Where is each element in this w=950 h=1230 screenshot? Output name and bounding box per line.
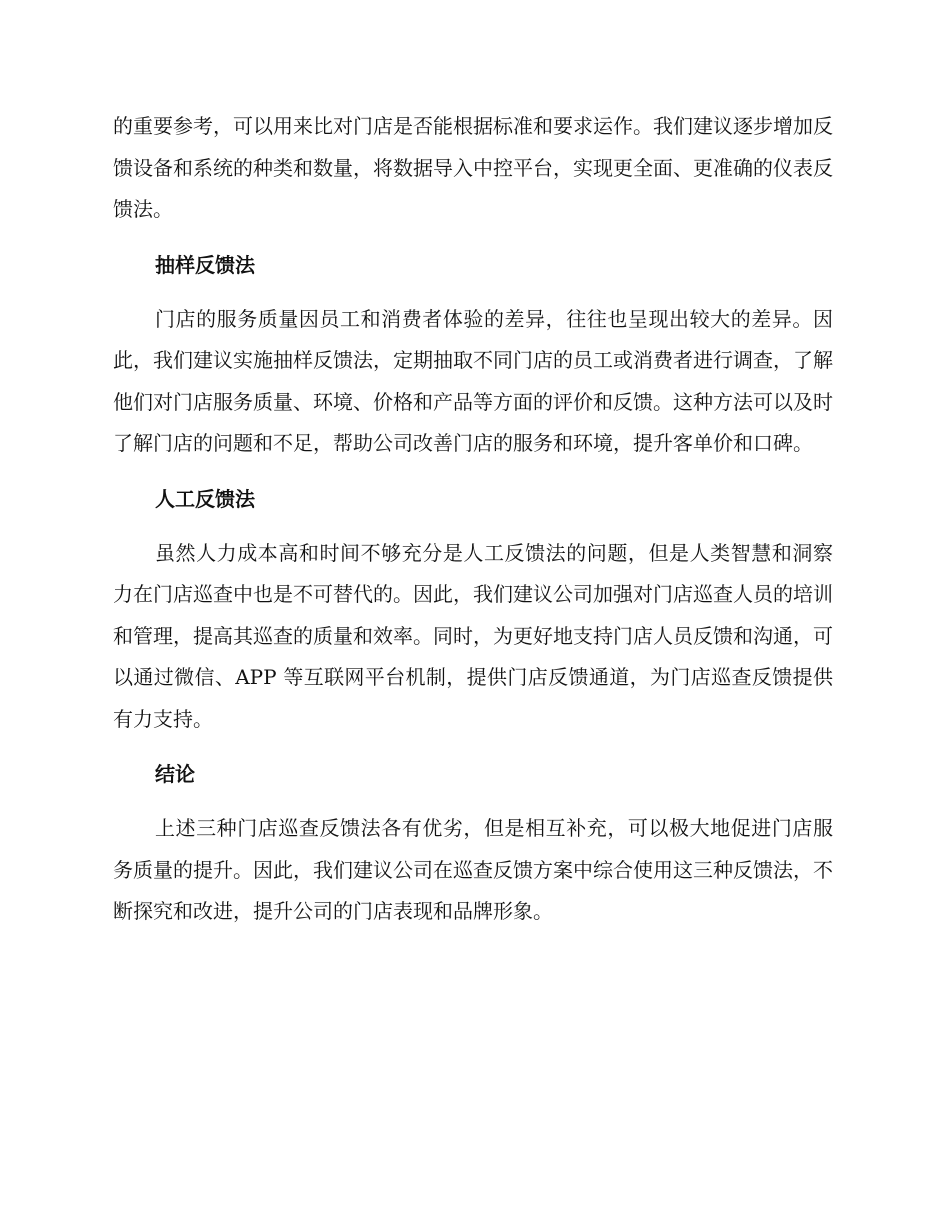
section-paragraph: 上述三种门店巡查反馈法各有优劣，但是相互补充，可以极大地促进门店服务质量的提升。因此，我们建议公司在巡查反馈方案中综合使用这三种反馈法，不断探究和改进，提升公司的门店表现和品牌形象。 [113,816,833,923]
section-heading: 人工反馈法 [155,486,255,511]
section-paragraph: 门店的服务质量因员工和消费者体验的差异，往往也呈现出较大的差异。因此，我们建议实施抽样反馈法，定期抽取不同门店的员工或消费者进行调查，了解他们对门店服务质量、环境、价格和产品等方面的评价和反馈。这种方法可以及时了解门店的问题和不足，帮助公司改善门店的服务和环境，提升客单价和口碑。 [113,306,833,455]
document-body [113,106,833,933]
section-paragraph: 虽然人力成本高和时间不够充分是人工反馈法的问题，但是人类智慧和洞察力在门店巡查中也是不可替代的。因此，我们建议公司加强对门店巡查人员的培训和管理，提高其巡查的质量和效率。同时，为更好地支持门店人员反馈和沟通，可以通过微信、APP 等互联网平台机制，提供门店反馈通道，为门店巡查反馈提供有力支持。 [113,540,833,731]
section-heading: 结论 [155,762,195,786]
section-heading: 抽样反馈法 [155,252,255,277]
section-conclusion [113,754,833,933]
section-manual-feedback [113,479,833,741]
intro-paragraph: 的重要参考，可以用来比对门店是否能根据标准和要求运作。我们建议逐步增加反馈设备和系统的种类和数量，将数据导入中控平台，实现更全面、更准确的仪表反馈法。 [113,114,833,221]
section-sampling-feedback [113,245,833,465]
